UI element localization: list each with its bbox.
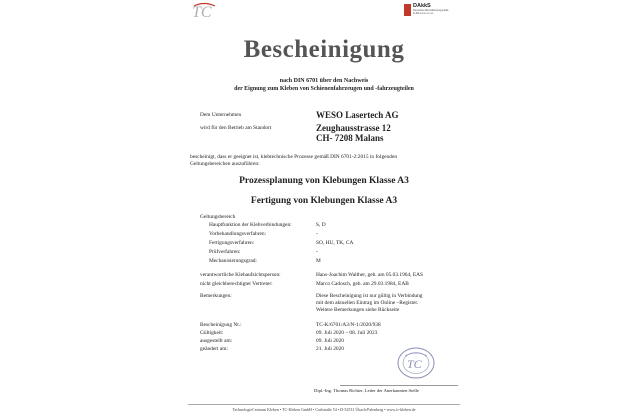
- svg-text:TC: TC: [192, 4, 212, 20]
- document-title: Bescheinigung: [243, 36, 405, 63]
- scope-row-value: SO, HU, TK, CA: [316, 240, 354, 246]
- responsible-person-value: Hans-Joachim Walther, geb. am 05.03.1964, EAS: [316, 272, 424, 278]
- issued-label: ausgestellt am:: [200, 338, 233, 344]
- changed-value: 21. Juli 2020: [316, 346, 345, 352]
- dakks-subtext: Deutsche Akkreditierungsstelle D-ZE-xxxxx-xx-xx: [413, 9, 449, 15]
- svg-text:TC: TC: [407, 357, 422, 371]
- certificate-number: TC-K/6701/A3/N-1/2020/938: [316, 322, 381, 328]
- responsible-person-label: verantwortliche Klebaufsichtsperson:: [200, 272, 281, 278]
- deputy-label: nicht gleichberechtigter Vertreter:: [200, 281, 273, 287]
- scope-label: Geltungsbereich: [200, 214, 236, 220]
- scope-row-value: -: [316, 249, 318, 255]
- heading-process-planning: Prozessplanung von Klebungen Klasse A3: [239, 176, 409, 186]
- signatory: Dipl.-Ing. Thomas Richter, Leiter der Anerkannten Stelle: [314, 388, 419, 393]
- scope-row-label: Fertigungsverfahren:: [209, 240, 255, 246]
- scope-row-label: Prüfverfahren:: [209, 249, 241, 255]
- remarks-label: Bemerkungen:: [200, 293, 232, 299]
- tc-seal-stamp: [396, 346, 436, 380]
- site-label: wird für den Betrieb am Standort: [200, 125, 272, 131]
- heading-manufacturing: Fertigung von Klebungen Klasse A3: [250, 196, 398, 206]
- scope-row-label: Hauptfunktion der Klebverbindungen:: [209, 222, 292, 228]
- certificate-page: [188, 0, 460, 416]
- validity-label: Gültigkeit:: [200, 330, 224, 336]
- company-label: Dem Unternehmen: [200, 112, 242, 118]
- issued-value: 09. Juli 2020: [316, 338, 345, 344]
- statement-line-2: Geltungsbereichen auszuführen:: [190, 161, 260, 167]
- tc-logo: [191, 2, 217, 20]
- validity-value: 09. Juli 2020 – 08. Juli 2023: [316, 330, 378, 336]
- dakks-name: DAkkS: [413, 3, 431, 9]
- footer-address: TechnologieCentrum Kleben • TC-Kleben GmbH • Carlstraße 54 • D-52531 Übach-Palenberg • www.tc-kleben.de: [232, 407, 416, 412]
- dakks-logo: [404, 3, 452, 19]
- scope-row-value: S, D: [316, 222, 326, 228]
- remarks-line-2: mit dem aktuellen Eintrag im Online –Register.: [316, 300, 419, 306]
- subtitle-line-2: der Eignung zum Kleben von Schienenfahrzeugen und -fahrzeugteilen: [234, 86, 414, 92]
- scope-row-label: Vorbehandlungsverfahren:: [209, 231, 267, 237]
- footer-divider: [188, 404, 460, 405]
- subtitle-line-1: nach DIN 6701 über den Nachweis: [279, 78, 369, 84]
- statement-line-1: bescheinigt, dass er geeignet ist, klebtechnische Prozesse gemäß DIN 6701-2:2015 in folgenden: [190, 154, 398, 160]
- signature-line: [340, 385, 458, 386]
- site-city: CH- 7208 Malans: [316, 133, 384, 143]
- company-name: WESO Lasertech AG: [316, 110, 399, 120]
- remarks-line-1: Diese Bescheinigung ist nur gültig in Verbindung: [316, 293, 423, 299]
- changed-label: geändert am:: [200, 346, 228, 352]
- dakks-mark: [404, 4, 411, 16]
- scope-row-value: M: [316, 258, 321, 264]
- certificate-number-label: Bescheinigung Nr.:: [200, 322, 242, 328]
- scope-row-label: Mechanisierungsgrad:: [209, 258, 257, 264]
- site-street: Zeughausstrasse 12: [316, 123, 391, 133]
- scope-row-value: -: [316, 231, 318, 237]
- deputy-value: Marco Cadosch, geb. am 29.03.1984, EAB: [316, 281, 409, 287]
- remarks-line-3: Weitere Bemerkungen siehe Rückseite: [316, 307, 400, 313]
